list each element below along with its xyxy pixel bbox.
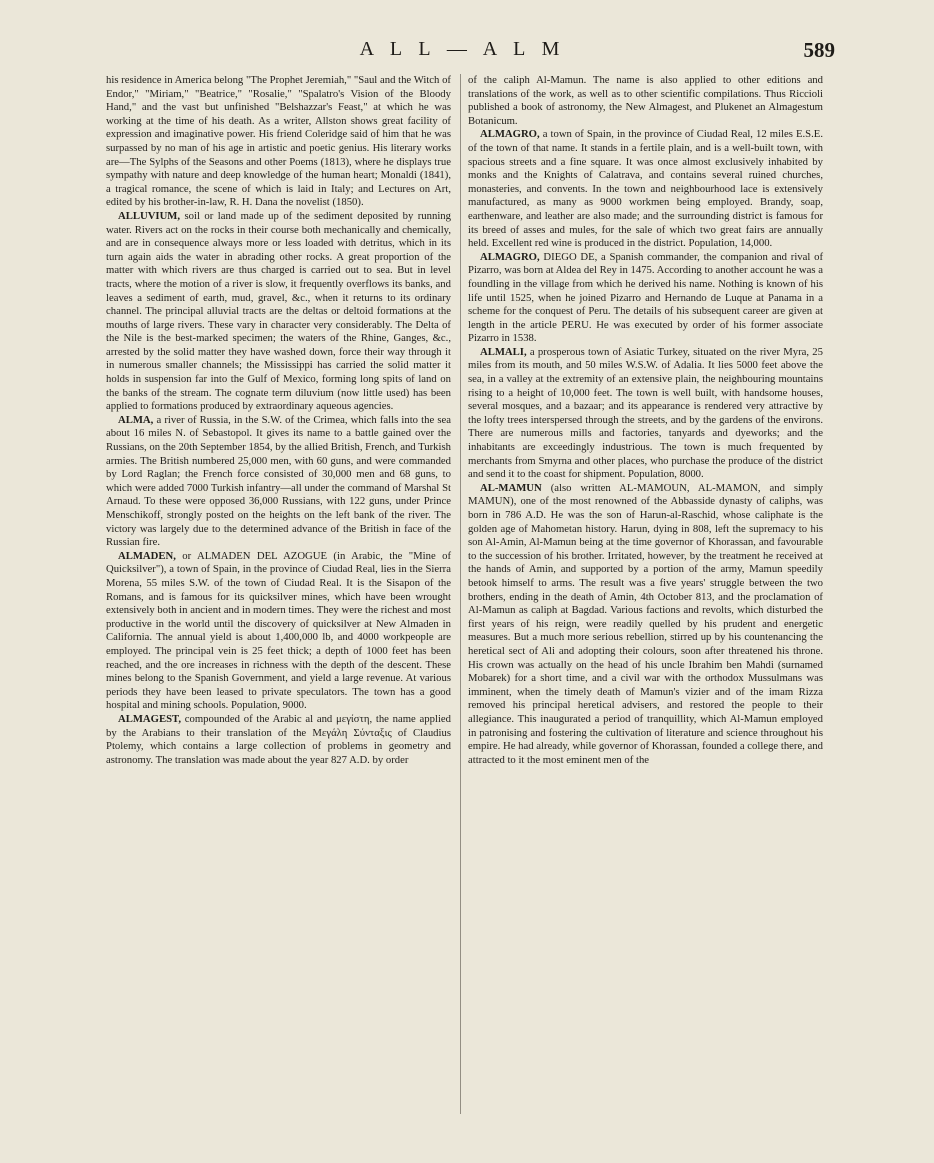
headword: ALMAGRO,: [480, 250, 540, 263]
article-alma: [106, 414, 451, 550]
article-al-mamun: [468, 482, 823, 767]
article-text: DIEGO DE, a Spanish commander, the companion and rival of Pizarro, was born at Aldea del Rey in 1475. According to another account he was a foundling in the village from which he derived his name. Nothing is known of his life until 1525, when he joined Pizarro and Hernando de Luque at Panama in a scheme for the conquest of Peru. The details of his subsequent career are given at length in the article PERU. He was executed by order of his former associate Pizarro in 1538.: [468, 250, 823, 345]
headword: ALMAGEST,: [118, 712, 182, 725]
article-text: or ALMADEN DEL AZOGUE (in Arabic, the "Mine of Quicksilver"), a town of Spain, in the province of Ciudad Real, lies in the Sierra Morena, 55 miles S.W. of the town of Ciudad Real. It is the Sisapon of the Romans, and is famous for its quicksilver mines, which have been wrought extensively both in ancient and in modern times. They were the richest and most productive in the world until the discovery of quicksilver at New Almaden in California. The annual yield is about 1,400,000 lb, and 4000 workpeople are employed. The principal vein is 25 feet thick; a depth of 1000 feet has been reached, and the ore increases in richness with the depth of the descent. These mines belong to the Spanish Government, and yield a large revenue. At various periods they have been leased to private speculators. The town has a good hospital and mining schools. Population, 9000.: [106, 549, 451, 712]
headword: ALMADEN,: [118, 549, 176, 562]
article-almali: [468, 346, 823, 482]
article-almagro-town: [468, 128, 823, 250]
page-header: [90, 38, 835, 66]
article-almagro-diego: [468, 251, 823, 346]
headword: ALMALI,: [480, 345, 527, 358]
running-head: A L L — A L M: [359, 38, 566, 60]
right-column: [468, 74, 823, 767]
article-almagest-cont: [468, 74, 823, 128]
article-text: compounded of the Arabic al and μεγίστη, the name applied by the Arabians to their translation of the Μεγάλη Σύνταξις of Claudius Ptolemy, which contains a large collection of problems in geometry and astronomy. The translation was made about the year 827 A.D. by order: [106, 712, 451, 766]
left-column: [106, 74, 451, 767]
article-almagest: [106, 713, 451, 767]
headword: AL-MAMUN: [480, 481, 542, 494]
article-text: soil or land made up of the sediment deposited by running water. Rivers act on the rocks in their course both mechanically and chemically, and are in consequence always more or less loaded with detritus, which in its turn again aids the water in abrading other rocks. A great proportion of the matter with which rivers are thus charged is carried out to sea. But in level tracts, where the motion of a river is slow, it frequently overflows its banks, and leaves a sediment of earth, mud, gravel, &c., when it returns to its ordinary channel. The principal alluvial tracts are the deltas or deltoid formations at the mouths of large rivers. These vary in character very considerably. The Delta of the Nile is the best-marked specimen; the waters of the Rhine, Ganges, &c., arrested by the solid matter they have washed down, force their way through it in numerous smaller channels; the Mississippi has carried the solid matter it holds in suspension far into the Gulf of Mexico, forming long spits of land on the banks of the stream. The cognate term diluvium (now little used) has been applied to formations produced by extraordinary aqueous agencies.: [106, 209, 451, 413]
article-text: a river of Russia, in the S.W. of the Crimea, which falls into the sea about 16 miles N. of Sebastopol. It gives its name to a battle gained over the Russians, on the 20th September 1854, by the allied British, French, and Turkish armies. The British numbered 25,000 men, with 60 guns, and were commanded by Lord Raglan; the French force consisted of 30,000 men and 68 guns, to which were added 7000 Turkish infantry—all under the command of Marshal St Arnaud. To these were opposed 36,000 Russians, with 122 guns, under Prince Menschikoff, strongly posted on the heights on the left bank of the river. The victory was largely due to the determined advance of the British in face of the Russian fire.: [106, 413, 451, 549]
column-divider: [460, 74, 461, 1114]
article-alluvium: [106, 210, 451, 414]
headword: ALMAGRO,: [480, 128, 540, 141]
page-number: 589: [803, 38, 835, 62]
headword: ALLUVIUM,: [118, 209, 181, 222]
article-text: a town of Spain, in the province of Ciudad Real, 12 miles E.S.E. of the town of that name. It stands in a fertile plain, and is a well-built town, with spacious streets and a fine square. It was once almost exclusively inhabited by monks and the Knights of Calatrava, and contains several ruined churches, monasteries, and convents. In the town and neighbourhood lace is extensively manufactured, as many as 9000 workmen being employed. Brandy, soap, earthenware, and leather are also made; and the surrounding district is famous for its breed of asses and mules, for the sale of which two great fairs are annually held. Excellent red wine is produced in the district. Population, 14,000.: [468, 128, 823, 250]
article-text: his residence in America belong "The Prophet Jeremiah," "Saul and the Witch of Endor," "Miriam," "Beatrice," "Rosalie," "Spalatro's Vision of the Bloody Hand," and the vast but unfinished "Belshazzar's Feast," at which he was working at the time of his death. As a writer, Allston shows great facility of expression and imaginative power. His friend Coleridge said of him that he was surpassed by no man of his age in artistic and poetic genius. His literary works are—The Sylphs of the Seasons and other Poems (1813), where he displays true sympathy with nature and deep knowledge of the human heart; Monaldi (1841), a tragical romance, the scene of which is laid in Italy; and Lectures on Art, edited by his brother-in-law, R. H. Dana the novelist (1850).: [106, 74, 451, 209]
article-almaden: [106, 550, 451, 713]
article-text: a prosperous town of Asiatic Turkey, situated on the river Myra, 25 miles from its mouth, and 50 miles W.S.W. of Adalia. It lies 5000 feet above the sea, in a valley at the extremity of an extensive plain, the neighbouring mountains rising to a height of 10,000 feet. The town is well built, with handsome houses, several mosques, and a bazaar; and its appearance is rendered very attractive by the lofty trees interspersed through the streets, and by the gardens of the environs. There are numerous mills and factories, tanyards and dyeworks; and the inhabitants are exceedingly industrious. The town is much frequented by merchants from Smyrna and other places, who purchase the produce of the district and send it to the coast for shipment. Population, 8000.: [468, 345, 823, 481]
article-text: of the caliph Al-Mamun. The name is also applied to other editions and translations of the work, as well as to other scientific compilations. Thus Riccioli published a book of astronomy, the New Almagest, and Plukenet an Almagestum Botanicum.: [468, 74, 823, 127]
headword: ALMA,: [118, 413, 154, 426]
article-text: (also written AL-MAMOUN, AL-MAMON, and simply MAMUN), one of the most renowned of the Abbasside dynasty of caliphs, was born in 786 A.D. He was the son of Harun-al-Raschid, whose caliphate is the golden age of Mahometan history. Harun, dying in 808, left the supremacy to his son Al-Amin, Al-Mamun being at the time governor of Khorassan, and favourable to the succession of his brother. Irritated, however, by the treatment he received at the hands of Amin, and supported by a portion of the army, Mamun speedily betook himself to arms. The result was a five years' struggle between the two brothers, ending in the death of Amin, 4th October 813, and the proclamation of Al-Mamun as caliph at Bagdad. Various factions and revolts, which disturbed the first years of his reign, were readily quelled by his prudent and energetic measures. But a much more serious rebellion, stirred up by his countenancing the heretical sect of Ali and adopting their colours, soon after threatened his throne. His crown was actually on the head of his uncle Ibrahim ben Mahdi (surnamed Mobarek) for a short time, and a civil war with the orthodox Mussulmans was imminent, when the timely death of Mamun's vizier and of the imam Rizza removed his principal heretical advisers, and restored the people to their allegiance. This inaugurated a period of tranquillity, which Al-Mamun employed in patronising and fostering the cultivation of literature and science throughout his empire. He had already, while governor of Khorassan, founded a college there, and attracted to it the most eminent men of the: [468, 481, 823, 766]
article-allston-cont: [106, 74, 451, 210]
